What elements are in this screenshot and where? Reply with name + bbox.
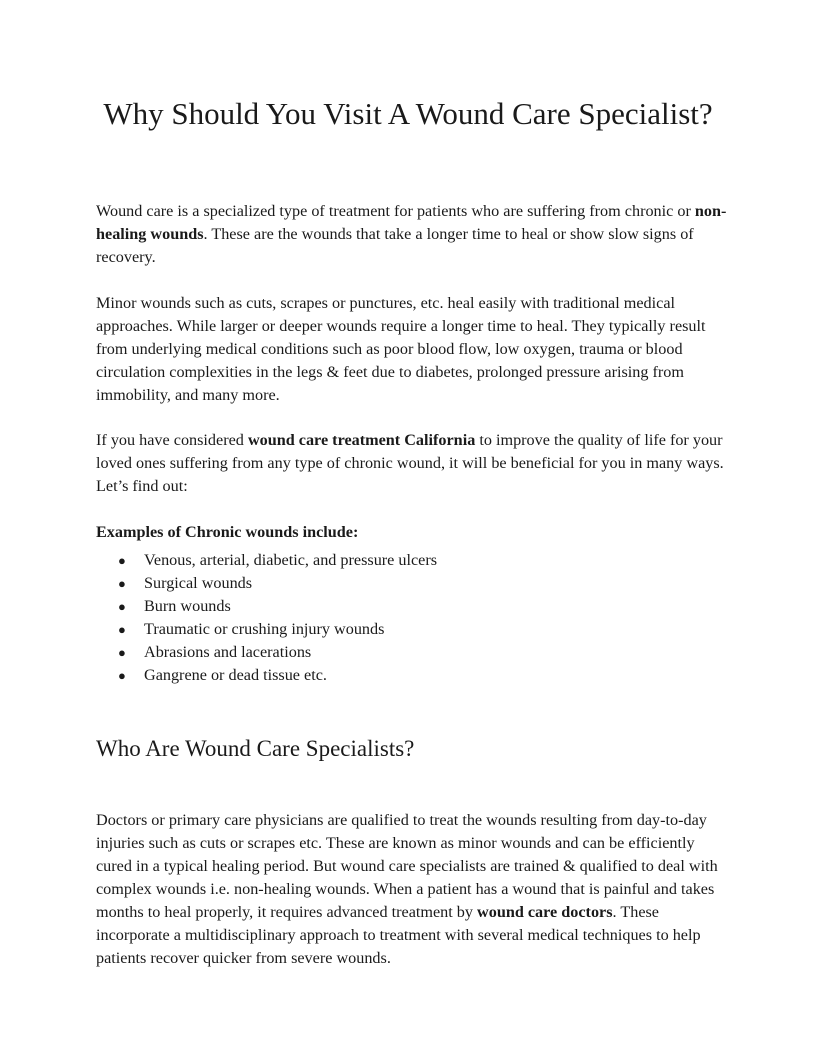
intro-text-2: . These are the wounds that take a longer time to heal or show slow signs of recovery. [96,225,694,267]
list-item-text: Abrasions and lacerations [144,643,312,661]
bullet-icon: ● [118,668,126,683]
list-item-text: Venous, arterial, diabetic, and pressure ulcers [144,551,438,569]
specialists-paragraph [96,809,728,970]
treatment-paragraph [96,429,728,498]
bullet-icon: ● [118,576,126,591]
list-item [96,572,728,595]
list-item [96,664,728,687]
bullet-icon: ● [118,622,126,637]
list-item [96,618,728,641]
list-item-text: Traumatic or crushing injury wounds [144,620,385,638]
bullet-icon: ● [118,599,126,614]
specialists-text-2: . These incorporate a multidisciplinary approach to treatment with several medical techniques to help patients recover quicker from severe wounds. [96,903,701,968]
list-item [96,549,728,572]
examples-heading: Examples of Chronic wounds include: [96,523,359,542]
list-item [96,641,728,664]
list-item-text: Gangrene or dead tissue etc. [144,666,327,684]
intro-bold-text: non-healing wounds [96,202,727,244]
section-heading: Who Are Wound Care Specialists? [96,736,415,761]
list-item-text: Burn wounds [144,597,231,615]
treatment-bold-text: wound care treatment California [247,431,476,450]
minor-wounds-paragraph: Minor wounds such as cuts, scrapes or punctures, etc. heal easily with traditional medical approaches. While larger or deeper wounds require a longer time to heal. They typically result from underlying medical conditions such as poor blood flow, low oxygen, trauma or blood circulation complexities in the legs & feet due to diabetes, prolonged pressure arising from immobility, and many more. [96,294,706,405]
list-item-text: Surgical wounds [144,574,253,592]
examples-list [96,549,728,687]
bullet-icon: ● [118,645,126,660]
list-item [96,595,728,618]
bullet-icon: ● [118,553,126,568]
specialists-bold-text: wound care doctors [477,903,613,922]
intro-text-1: Wound care is a specialized type of treatment for patients who are suffering from chronic or [96,202,695,221]
intro-paragraph [96,200,728,269]
page-title: Why Should You Visit A Wound Care Specialist? [103,96,713,131]
treatment-text-2: to improve the quality of life for your loved ones suffering from any type of chronic wound, it will be beneficial for you in many ways. Let’s find out: [96,431,724,496]
specialists-text-1: Doctors or primary care physicians are qualified to treat the wounds resulting from day-to-day injuries such as cuts or scrapes etc. These are known as minor wounds and can be efficiently cured in a typical healing period. But wound care specialists are trained & qualified to deal with complex wounds i.e. non-healing wounds. When a patient has a wound that is painful and takes months to heal properly, it requires advanced treatment by [96,811,718,922]
treatment-text-1: If you have considered [96,431,248,450]
